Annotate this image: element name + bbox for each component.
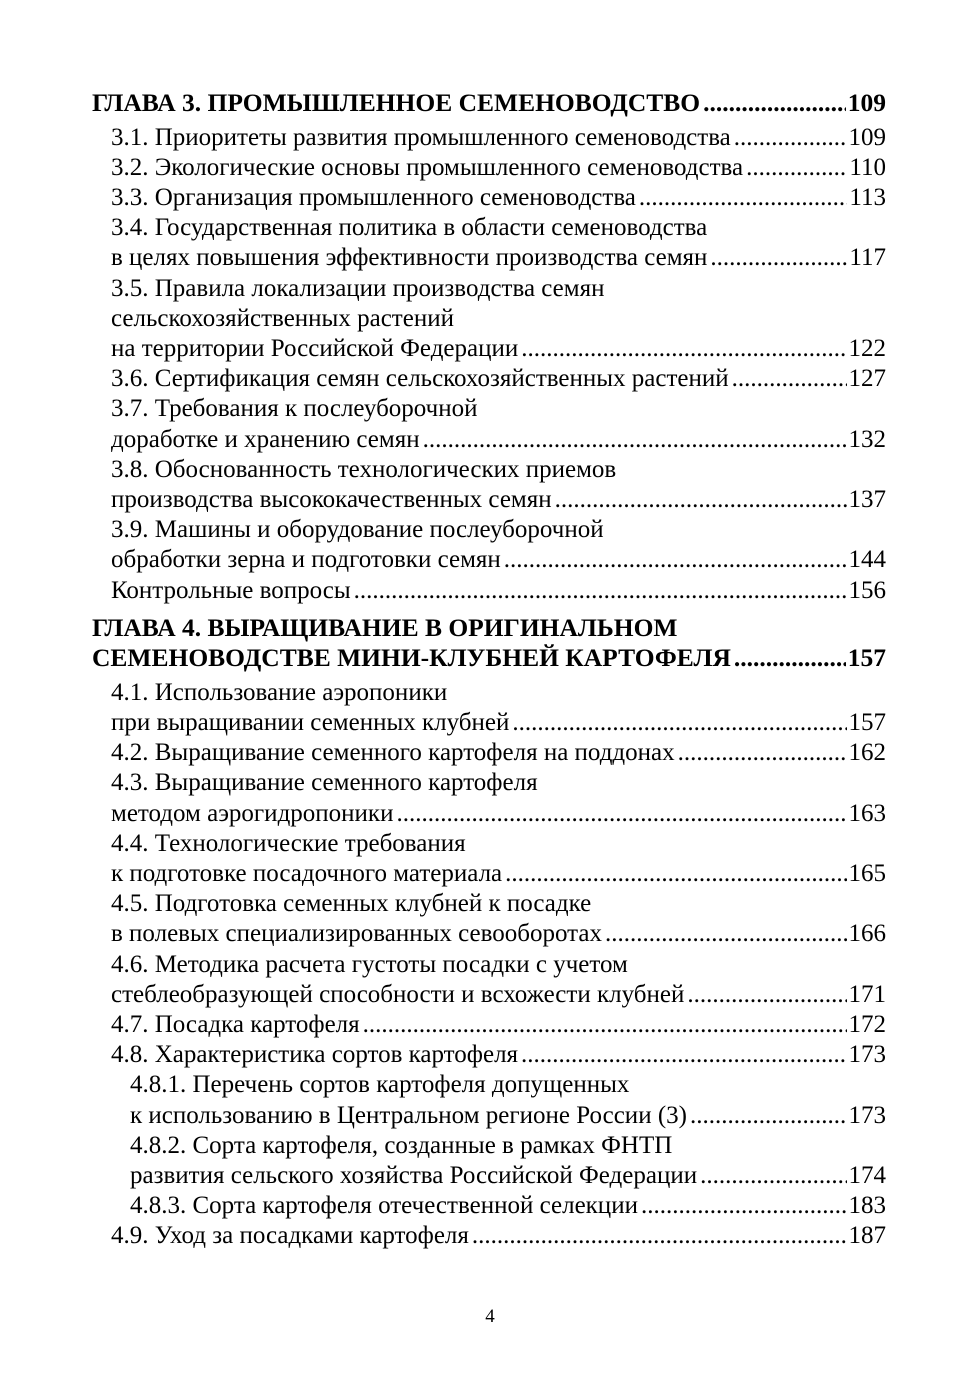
dot-leader [746, 153, 847, 183]
page-ref: 172 [848, 1010, 886, 1038]
page-ref: 109 [848, 123, 886, 151]
page-ref: 166 [848, 920, 886, 948]
toc-entry-3-3 [92, 183, 886, 213]
dot-leader [521, 1040, 846, 1070]
dot-leader [734, 643, 846, 674]
toc-entry-4-2 [92, 738, 886, 768]
dot-leader [354, 576, 847, 606]
toc-line [92, 88, 886, 119]
entry-title: 4.8.3. Сорта картофеля отечественной селекции [130, 1192, 638, 1220]
entry-title-cont: развития сельского хозяйства Российской Федерации [130, 1162, 698, 1189]
dot-leader [512, 708, 846, 738]
toc-entry-review-questions [92, 576, 886, 606]
toc-entry-4-8-1 [92, 1070, 886, 1130]
entry-title: 4.6. Методика расчета густоты посадки с учетом [111, 950, 628, 978]
toc-entry-4-8-3 [92, 1191, 886, 1221]
page-ref: 157 [848, 708, 886, 736]
page-number: 4 [485, 1306, 495, 1327]
page-ref: 187 [848, 1222, 886, 1250]
toc-entry-4-3 [92, 768, 886, 828]
page-ref: 132 [848, 425, 886, 453]
toc-entry-4-4 [92, 829, 886, 889]
dot-leader [423, 425, 847, 455]
page-ref: 173 [848, 1101, 886, 1129]
entry-title: 3.4. Государственная политика в области семеноводства [111, 214, 708, 242]
entry-title-cont: к использованию в Центральном регионе России (3) [130, 1101, 687, 1129]
entry-title-cont: обработки зерна и подготовки семян [111, 546, 501, 574]
chapter-4-heading [92, 613, 886, 674]
page-ref: 174 [848, 1162, 886, 1189]
entry-title: 4.7. Посадка картофеля [111, 1010, 360, 1038]
toc-entry-3-7 [92, 394, 886, 454]
toc-entry-3-1 [92, 123, 886, 153]
chapter-title: ГЛАВА 4. ВЫРАЩИВАНИЕ В ОРИГИНАЛЬНОМ [92, 612, 678, 642]
toc-entry-4-9 [92, 1221, 886, 1251]
toc-entry-3-8 [92, 455, 886, 515]
page-ref: 165 [848, 859, 886, 887]
dot-leader [687, 980, 846, 1010]
page-ref: 122 [848, 334, 886, 362]
page-ref: 127 [848, 365, 886, 393]
dot-leader [472, 1221, 847, 1251]
page-ref: 144 [848, 546, 886, 574]
dot-leader [363, 1010, 847, 1040]
dot-leader [555, 485, 847, 515]
entry-title: 4.8. Характеристика сортов картофеля [111, 1041, 519, 1069]
page-ref: 157 [847, 643, 886, 673]
entry-title: 4.9. Уход за посадками картофеля [111, 1222, 469, 1250]
entry-title-cont: в целях повышения эффективности производства семян [111, 244, 708, 272]
toc-entry-3-4 [92, 213, 886, 273]
dot-leader [703, 88, 846, 119]
toc-entry-4-8 [92, 1040, 886, 1070]
entry-title-cont: доработке и хранению семян [111, 425, 420, 453]
entry-title: 3.8. Обоснованность технологических приемов [111, 455, 617, 483]
chapter-title: ГЛАВА 3. ПРОМЫШЛЕННОЕ СЕМЕНОВОДСТВО [92, 88, 701, 117]
toc-entry-4-1 [92, 678, 886, 738]
toc-entry-4-6 [92, 950, 886, 1010]
dot-leader [639, 183, 848, 213]
toc-entry-3-6 [92, 364, 886, 394]
page-ref: 113 [849, 183, 886, 211]
entry-title: 4.8.1. Перечень сортов картофеля допущенных [130, 1071, 630, 1099]
page-ref: 109 [847, 88, 886, 117]
toc-entry-4-5 [92, 889, 886, 949]
dot-leader [521, 334, 846, 364]
entry-title: 3.2. Экологические основы промышленного семеноводства [111, 153, 744, 181]
entry-title: 4.1. Использование аэропоники [111, 678, 448, 706]
entry-title: 3.9. Машины и оборудование послеуборочной [111, 516, 604, 544]
page-ref: 137 [848, 485, 886, 513]
entry-title: 4.4. Технологические требования [111, 829, 466, 857]
dot-leader [504, 545, 847, 575]
entry-title: Контрольные вопросы [111, 576, 351, 604]
dot-leader [700, 1161, 846, 1191]
entry-title: 4.8.2. Сорта картофеля, созданные в рамках ФНТП [130, 1131, 673, 1159]
page-ref: 156 [848, 576, 886, 604]
chapter-3-heading [92, 88, 886, 119]
page-ref: 171 [848, 980, 886, 1008]
toc-entry-3-5 [92, 274, 886, 365]
dot-leader [505, 859, 846, 889]
entry-title: 4.3. Выращивание семенного картофеля [111, 769, 538, 797]
page-ref: 163 [848, 799, 886, 827]
entry-title-cont: в полевых специализированных севооборотах [111, 920, 603, 948]
table-of-contents [92, 88, 886, 1252]
dot-leader [641, 1191, 847, 1221]
page-ref: 183 [848, 1192, 886, 1220]
entry-title-cont: сельскохозяйственных растений [111, 304, 454, 332]
entry-title: 3.7. Требования к послеуборочной [111, 395, 478, 423]
entry-title-cont: производства высококачественных семян [111, 485, 552, 513]
page-ref: 117 [849, 244, 886, 272]
dot-leader [710, 243, 847, 273]
entry-title: 3.1. Приоритеты развития промышленного семеноводства [111, 123, 731, 151]
entry-title-cont: на территории Российской Федерации [111, 334, 519, 362]
entry-title: 3.5. Правила локализации производства семян [111, 274, 605, 302]
toc-entry-3-9 [92, 515, 886, 575]
dot-leader [396, 799, 846, 829]
entry-title-cont: при выращивании семенных клубней [111, 708, 510, 736]
chapter-title-cont: СЕМЕНОВОДСТВЕ МИНИ-КЛУБНЕЙ КАРТОФЕЛЯ [92, 643, 731, 673]
page-ref: 162 [848, 739, 886, 767]
dot-leader [690, 1101, 847, 1131]
entry-title-cont: методом аэрогидропоники [111, 799, 394, 827]
dot-leader [734, 123, 847, 153]
entry-title: 4.5. Подготовка семенных клубней к посадке [111, 890, 592, 918]
entry-title: 4.2. Выращивание семенного картофеля на поддонах [111, 739, 675, 767]
entry-title: 3.3. Организация промышленного семеноводства [111, 183, 636, 211]
entry-title-cont: к подготовке посадочного материала [111, 859, 503, 887]
toc-entry-4-7 [92, 1010, 886, 1040]
page-ref: 110 [849, 153, 886, 181]
dot-leader [678, 738, 847, 768]
toc-entry-3-2 [92, 153, 886, 183]
page-ref: 173 [848, 1041, 886, 1069]
entry-title-cont: стеблеобразующей способности и всхожести клубней [111, 980, 685, 1008]
toc-entry-4-8-2 [92, 1131, 886, 1191]
entry-title: 3.6. Сертификация семян сельскохозяйственных растений [111, 365, 729, 393]
dot-leader [732, 364, 847, 394]
dot-leader [605, 919, 846, 949]
